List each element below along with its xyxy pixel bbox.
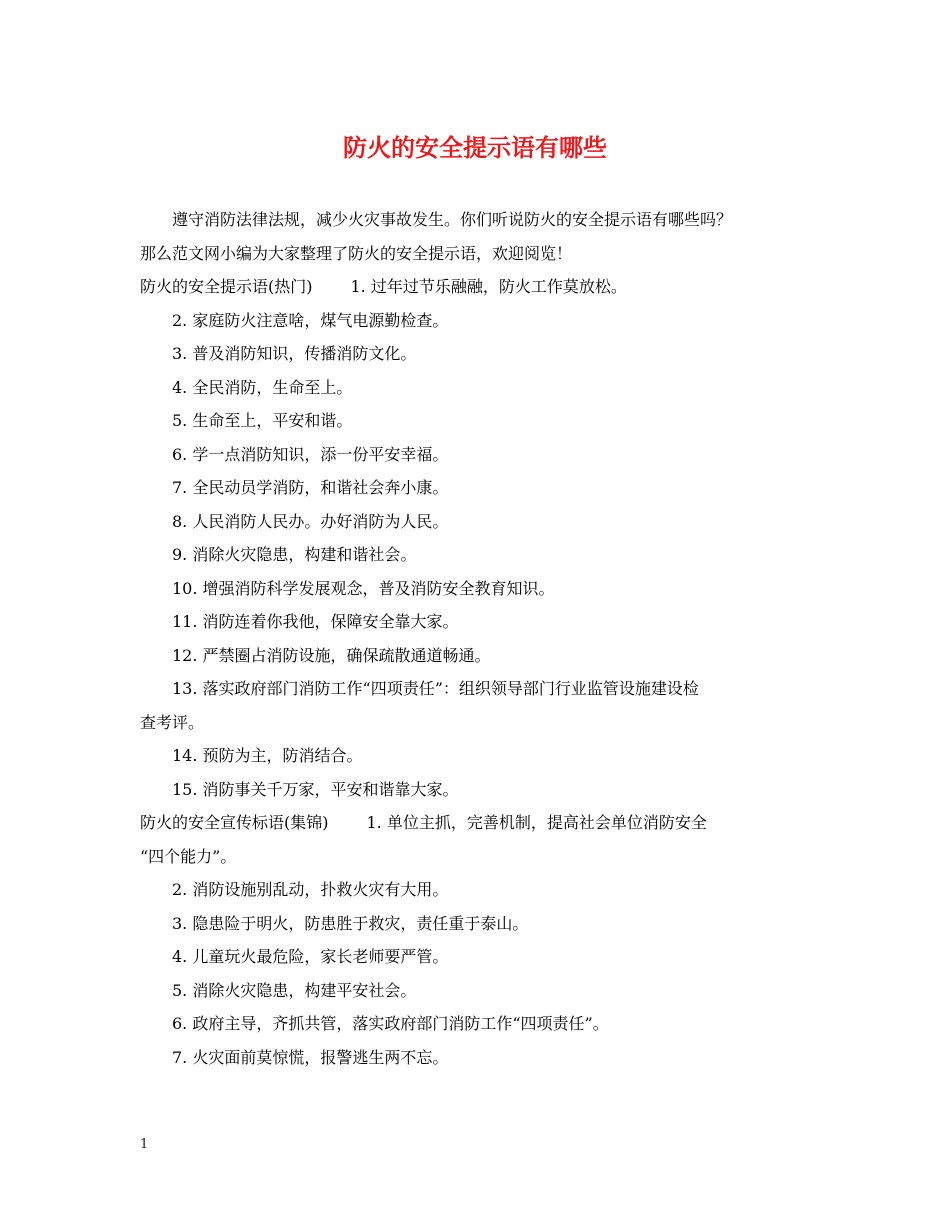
section-2-heading: 防火的安全宣传标语(集锦)	[140, 813, 329, 832]
list-item: 1. 单位主抓，完善机制，提高社会单位消防安全	[366, 813, 707, 832]
list-item: 1. 过年过节乐融融，防火工作莫放松。	[350, 277, 627, 296]
list-item-continuation: 查考评。	[140, 712, 205, 732]
list-item: 2. 消防设施别乱动，扑救火灾有大用。	[172, 880, 449, 899]
list-item: 9. 消除火灾隐患，构建和谐社会。	[172, 545, 417, 564]
list-item: 3. 隐患险于明火，防患胜于救灾，责任重于泰山。	[172, 913, 529, 933]
document-body	[140, 203, 830, 1074]
intro-line-2: 那么范文网小编为大家整理了防火的安全提示语，欢迎阅览！	[140, 243, 573, 263]
list-item: 2. 家庭防火注意啥，煤气电源勤检查。	[172, 310, 449, 330]
list-item: 14. 预防为主，防消结合。	[172, 746, 363, 765]
list-item: 4. 儿童玩火最危险，家长老师要严管。	[172, 947, 449, 966]
list-item-continuation: “四个能力”。	[140, 846, 237, 866]
section-1-heading: 防火的安全提示语(热门)	[140, 277, 313, 296]
section-1-heading-line	[140, 270, 830, 304]
list-item: 15. 消防事关千万家，平安和谐靠大家。	[172, 779, 459, 799]
list-item: 7. 全民动员学消防，和谐社会奔小康。	[172, 478, 449, 497]
list-item: 4. 全民消防，生命至上。	[172, 377, 353, 397]
section-2-heading-line	[140, 806, 830, 840]
list-item: 8. 人民消防人民办。办好消防为人民。	[172, 511, 449, 531]
list-item: 10. 增强消防科学发展观念，普及消防安全教育知识。	[172, 578, 555, 598]
intro-line-1: 遵守消防法律法规，减少火灾事故发生。你们听说防火的安全提示语有哪些吗？	[172, 210, 733, 229]
list-item: 6. 学一点消防知识，添一份平安幸福。	[172, 444, 449, 464]
list-item: 6. 政府主导，齐抓共管，落实政府部门消防工作“四项责任”。	[172, 1014, 609, 1033]
list-item: 11. 消防连着你我他，保障安全靠大家。	[172, 612, 459, 631]
list-item: 13. 落实政府部门消防工作“四项责任”：组织领导部门行业监管设施建设检	[172, 679, 699, 698]
page-title: 防火的安全提示语有哪些	[343, 134, 607, 162]
list-item: 3. 普及消防知识，传播消防文化。	[172, 344, 417, 363]
page-number: 1	[140, 1137, 149, 1152]
list-item: 5. 生命至上，平安和谐。	[172, 411, 353, 430]
list-item: 5. 消除火灾隐患，构建平安社会。	[172, 980, 417, 1000]
list-item: 12. 严禁圈占消防设施，确保疏散通道畅通。	[172, 645, 491, 665]
list-item: 7. 火灾面前莫惊慌，报警逃生两不忘。	[172, 1047, 449, 1067]
